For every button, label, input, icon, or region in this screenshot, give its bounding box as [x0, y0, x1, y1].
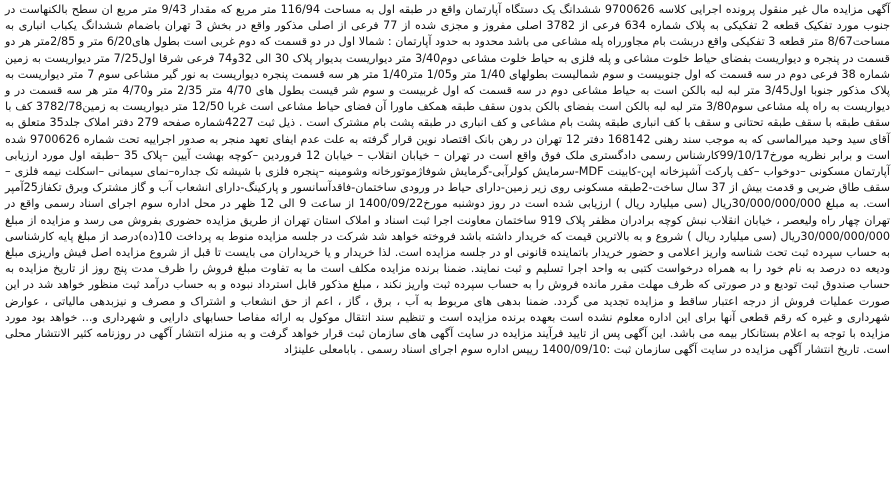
notice-body: پرونده اجرایی کلاسه 9700626 ششدانگ یک دستگاه آپارتمان واقع در طبقه اول به مساحت 116/94 متر مربع که مقدار 9/43 متر مربع ان سطح بالکنهاست در جنوب مورد تفکیک قطعه 2 تفکیکی به پلاک شماره 634 فرعی از 3782 اصلی مفروز و مجزی شده از 77 فرعی از اصلی مذکور واقع در بخش 3 تهران باضمام ششدانگ یکباب انباری به مساحت8/67 متر قطعه 3 تفکیکی واقع دربشت بام مجاورراه پله مشاعی می باشد محدود به حدود آپارتمان : شمالا اول در دو قسمت که دوم غربی است بطول های6/20 متر و 2/85متر هر دو قسمت در پنجره و دیواریست بفضای حیاط خلوت مشاعی و پله فلزی به حیاط خلوت مشاعی دوم3/40 متر دیواریست بدیوار پلاک 30 الی 32و74 فرعی شرقا اول7/25 متر دیواریست به زمین شماره 38 فرعی دوم در سه قسمت که اول جنوبیست و سوم شمالیست بطولهای 1/40 متر و1/05 متر1/40 متر هر سه قسمت پنجره دیواریست به نور گیر مشاعی سوم 7 متر دیواریست به پلاک مذکور جنوبا اول3/45 متر لبه لبه بالکن است به حیاط مشاعی دوم در سه قسمت که اول غربیست و سوم شر قیست بطول های 4/70 متر 2/35 متر و4/70 متر هر سه قسمت در و دیواریست به راه پله مشاعی سوم3/80 متر لبه لبه بالکن است بفضای بالکن بدون سقف طبقه همکف ماورا آن فضای حیاط مشاعی است غربا 12/50 متر دیواریست به زمین3782/78 کف با سقف طبقه با سقف طبقه تحتانی و سقف با کف انباری طبقه پشت بام مشاعی و کف انباری در طبقه پشت بام مشترک است . ذیل ثبت 4227شماره صفحه 279 دفتر املاک جلد35 متعلق به آقای سید وحید میرالماسی که به موجب سند رهنی 168142 دفتر 12 تهران در رهن بانک اقتصاد نوین قرار گرفته به علت عدم ایفای تعهد منجر به صدور اجراییه تحت شماره 9700626 شده است و برابر نظریه مورخ99/10/17کارشناس رسمی دادگستری ملک فوق واقع است در تهران – خیابان انقلاب – خیابان 12 فروردین –کوچه بهشت آیین –پلاک 35 –طبقه اول مورد ارزیابی آپارتمان مسکونی –دوخواب –کف پارکت آشپزخانه اپن-کابینت MDF-سرمایش کولرآبی-گرمایش شوفاژموتورخانه وشومینه –پنجره فلزی با شیشه تک جداره–نمای سیمانی –اسکلت نیمه فلزی –سقف طاق ضربی و قدمت بیش از 37 سال ساخت-2طبقه مسکونی روی زیر زمین-دارای حیاط در ورودی ساختمان-فاقدآسانسور و پارکینگ-دارای انشعاب آب و گاز مشترک وبرق تکفاز25آمپر است. به مبلغ 30/000/000/000ریال (سی میلیارد ریال ) ارزیابی شده است در روز دوشنبه مورخ1400/09/22 از ساعت 9 الی 12 ظهر در محل اداره سوم اجرای اسناد رسمی واقع در تهران چهار راه ولیعصر ، خیابان انقلاب نبش کوچه برادران مظفر پلاک 919 ساختمان معاونت اجرا ثبت اسناد و املاک استان تهران از طریق مزایده حضوری بفروش می رسد و مزایده از مبلغ 30/000/000/000ریال (سی میلیارد ریال ) شروع و به بالاترین قیمت که خریدار داشته باشد فروخته خواهد شد شرکت در جلسه مزایده منوط به پرداخت 10(ده)درصد از مبلغ پایه کارشناسی به حساب سپرده ثبت تحت شناسه واریز اعلامی و حضور خریدار باتماینده قانونی او در جلسه مزایده است. لذا خریدار و یا خریداران می بایست تا قبل از شروع مزایده اصل فیش واریزی مبلغ ودیعه ده درصد به نام خود را به همراه درخواست کتبی به واحد اجرا تسلیم و ثبت نمایند. ضمنا برنده مزایده مکلف است ما به تفاوت مبلغ فروش را ظرف مدت پنج روز از تاریخ مزایده به حساب صندوق ثبت تودیع و در صورتی که ظرف مهلت مقرر مانده فروش را به حساب سپرده ثبت واریز نکند ، مبلغ مذکور قابل استرداد نبوده و به حساب درآمد ثبت منظور خواهد شد در این صورت عملیات فروش از درجه اعتبار ساقط و مزایده تجدید می گردد. ضمنا بدهی های مربوط به آب ، برق ، گاز ، اعم از حق انشعاب و اشتراک و مصرف و نیزبدهی مالیاتی ، عوارض شهرداری و غیره که رقم قطعی آنها برای این اداره معلوم نشده است بعهده برنده مزایده است و تنظیم سند انتقال موکول به ارائه مفاصا حسابهای دارایی و شهرداری و... خواهد بود مورد مزایده با توجه به اعلام بستانکار بیمه می باشد. این آگهی پس از تایید فرآیند مزایده در سایت آگهی های سازمان ثبت قرار خواهد گرفت و به منزله انتشار آگهی در روزنامه کثیر الانتشار محلی است. تاریخ انتشار آگهی مزایده در سایت آگهی سازمان ثبت :1400/09/10 رییس اداره سوم اجرای اسناد رسمی . بابامعلی علینژاد — [5, 3, 890, 357]
notice-title: آگهی مزایده مال غیر منقول — [759, 3, 891, 16]
notice-paragraph — [5, 2, 890, 358]
